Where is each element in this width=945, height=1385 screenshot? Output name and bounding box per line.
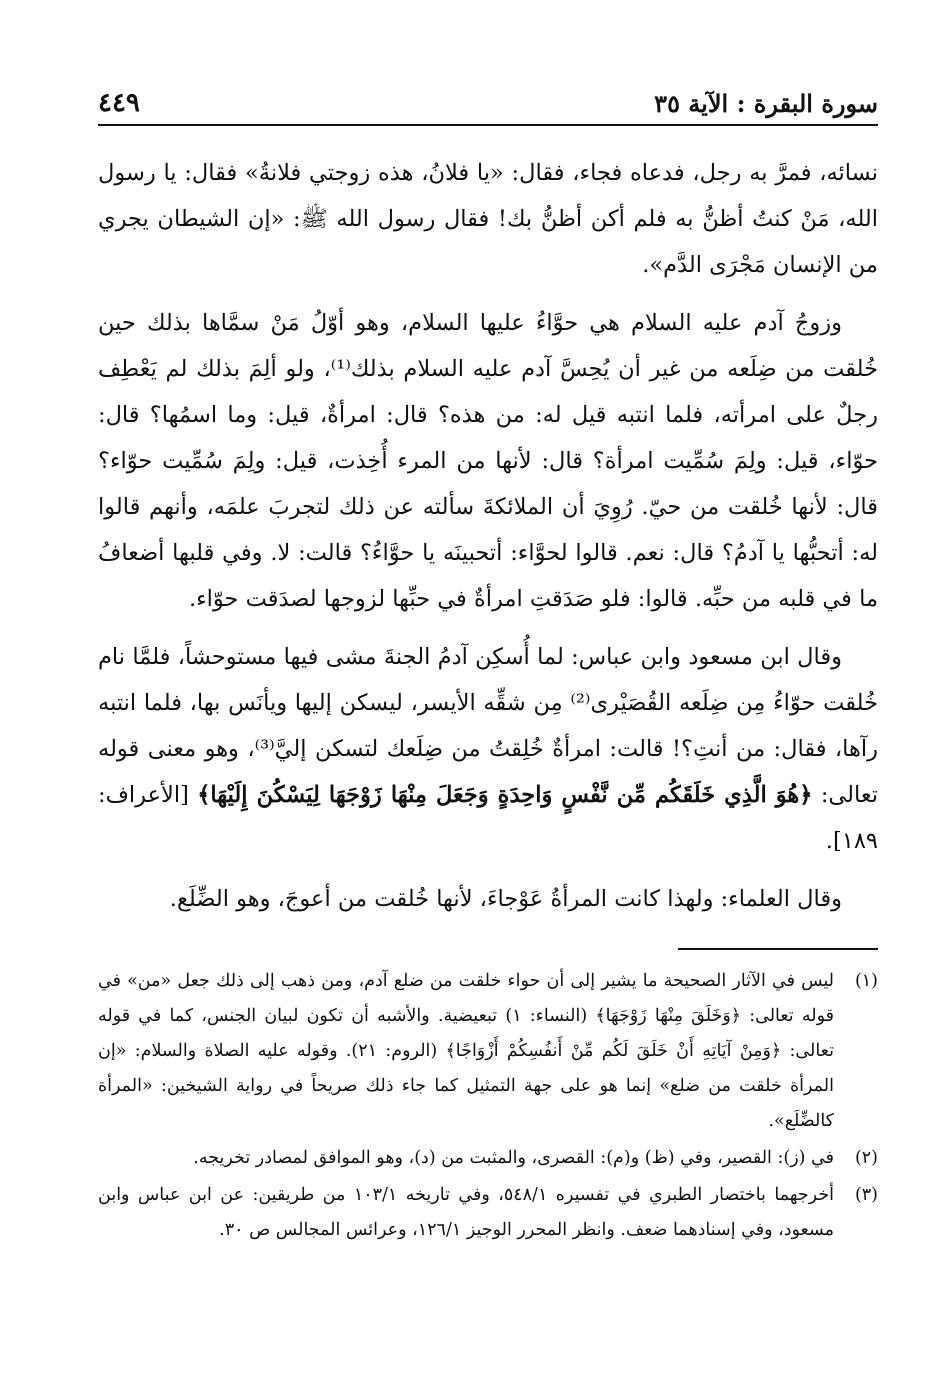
footnotes <box>98 964 878 1248</box>
footnote-text: ليس في الآثار الصحيحة ما يشير إلى أن حواء خلقت من ضلع آدم، ومن ذهب إلى ذلك جعل «من» في قوله تعالى: ﴿وَخَلَقَ مِنْهَا زَوْجَهَا﴾ (النساء: ١) تبعيضية. والأشبه أن تكون لبيان الجنس، كما في قوله تعالى: ﴿وَمِنْ آيَاتِهِ أَنْ خَلَقَ لَكُم مِّنْ أَنفُسِكُمْ أَزْوَاجًا﴾ (الروم: ٢١). وقوله عليه الصلاة والسلام: «إن المرأة خلقت من ضلع» إنما هو على جهة التمثيل كما جاء ذلك صريحاً في رواية الشيخين: «المرأة كالضِّلَع». <box>98 971 834 1131</box>
paragraph-1: نسائه، فمرَّ به رجل، فدعاه فجاء، فقال: «يا فلانُ، هذه زوجتي فلانةُ» فقال: يا رسول الله، مَنْ كنتُ أظنُّ به فلم أكن أظنُّ بك! فقال رسول الله ﷺ: «إن الشيطان يجري من الإنسان مَجْرَى الدَّم». <box>98 160 878 278</box>
footnote-2 <box>98 1141 878 1176</box>
footnote-number: (٣) <box>854 1185 878 1205</box>
quran-verse: ﴿هُوَ الَّذِي خَلَقَكُم مِّن نَّفْسٍ وَاحِدَةٍ وَجَعَلَ مِنْهَا زَوْجَهَا لِيَسْكُنَ إِلَيْهَا﴾ <box>197 782 813 808</box>
book-page <box>98 88 878 1250</box>
footnote-text: أخرجهما باختصار الطبري في تفسيره ٥٤٨/١، وفي تاريخه ١٠٣/١ من طريقين: عن ابن عباس وابن مسعود، وفي إسنادهما ضعف. وانظر المحرر الوجيز ١٢٦/١، وعرائس المجالس ص ٣٠. <box>98 1185 834 1240</box>
main-text <box>98 150 878 922</box>
footnote-1 <box>98 964 878 1139</box>
paragraph-2: وزوجُ آدم عليه السلام هي حوَّاءُ عليها السلام، وهو أوّلُ مَنْ سمَّاها بذلك حين خُلقت من ضِلَعه من غير أن يُحِسَّ آدم عليه السلام بذلك⁽¹⁾، ولو ألِمَ بذلك لم يَعْطِف رجلٌ على امرأته، فلما انتبه قيل له: من هذه؟ قال: امرأةٌ، قيل: وما اسمُها؟ قال: حوّاء، قيل: ولِمَ سُمِّيت امرأة؟ قال: لأنها من المرء أُخِذت، قيل: ولِمَ سُمِّيت حوّاء؟ قال: لأنها خُلقت من حيّ. رُوِيَ أن الملائكةَ سألته عن ذلك لتجربَ علمَه، وأنهم قالوا له: أتحبُّها يا آدمُ؟ قال: نعم. قالوا لحوَّاء: أتحبينَه يا حوَّاءُ؟ قالت: لا. وفي قلبها أضعافُ ما في قلبه من حبِّه. قالوا: فلو صَدَقتِ امرأةٌ في حبِّها لزوجها لصدَقت حوّاء. <box>98 310 879 612</box>
footnote-divider <box>678 948 878 950</box>
footnote-number: (٢) <box>854 1148 878 1168</box>
running-header <box>98 88 878 126</box>
verse-reference: [الأعراف: ١٨٩]. <box>98 782 878 854</box>
paragraph-4: وقال العلماء: ولهذا كانت المرأةُ عَوْجاءَ، لأنها خُلقت من أعوجَ، وهو الضِّلَع. <box>169 886 842 912</box>
footnote-number: (١) <box>854 971 878 991</box>
paragraph-3-text: وقال ابن مسعود وابن عباس: لما أُسكِن آدمُ الجنةَ مشى فيها مستوحشاً، فلمَّا نام خُلقت حوّاءُ مِن ضِلَعه القُصَيْرى⁽²⁾ مِن شقِّه الأيسر، ليسكن إليها ويأنَس بها، فلما انتبه رآها، فقال: من أنتِ؟! قالت: امرأةٌ خُلِقتُ من ضِلَعك لتسكن إليَّ⁽³⁾، وهو معنى قوله تعالى: <box>98 644 878 808</box>
footnote-text: في (ز): القصير، وفي (ظ) و(م): القصرى، والمثبت من (د)، وهو الموافق لمصادر تخريجه. <box>193 1148 834 1168</box>
surah-title: سورة البقرة : الآية ٣٥ <box>654 89 878 118</box>
page-number: ٤٤٩ <box>98 88 140 118</box>
footnote-3 <box>98 1178 878 1248</box>
paragraph-3 <box>98 634 878 864</box>
